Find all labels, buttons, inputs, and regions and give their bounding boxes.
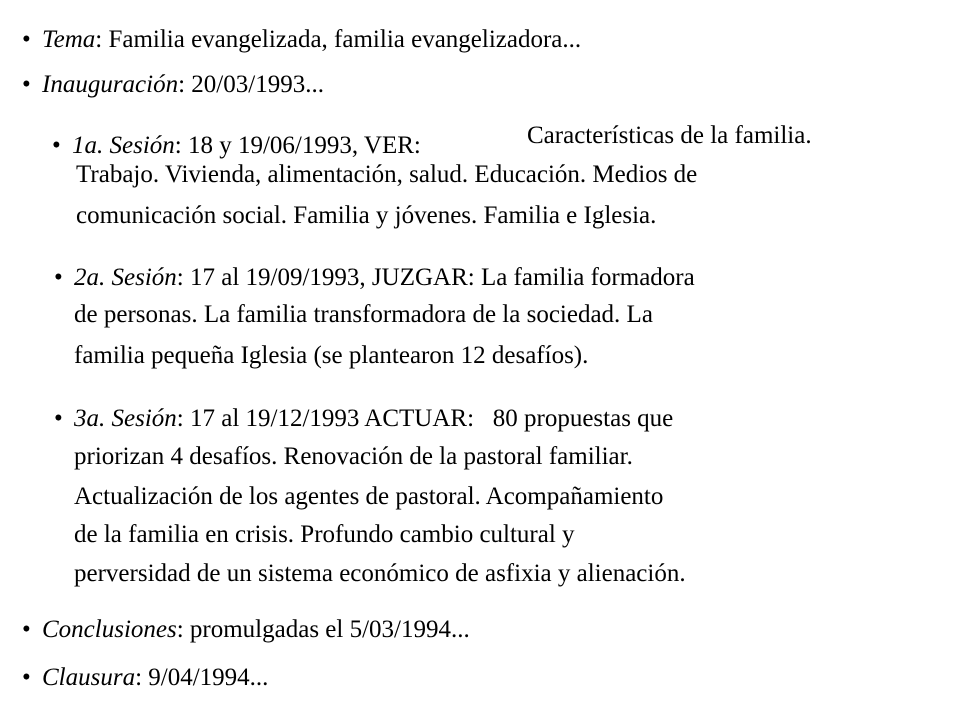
bullet-icon: • bbox=[22, 664, 31, 691]
conclusiones-item bbox=[22, 617, 470, 642]
sesion2-label: 2a. Sesión bbox=[74, 264, 177, 291]
clausura-item bbox=[22, 665, 268, 690]
inauguracion-item bbox=[22, 72, 324, 97]
bullet-icon: • bbox=[22, 71, 31, 98]
sesion3-text: : 17 al 19/12/1993 ACTUAR: 80 propuestas que bbox=[176, 405, 674, 432]
sesion1-item bbox=[52, 133, 421, 158]
sesion2-text: : 17 al 19/09/1993, JUZGAR: La familia formadora bbox=[176, 264, 695, 291]
sesion1-label: 1a. Sesión bbox=[72, 132, 175, 159]
tema-label: Tema bbox=[42, 26, 96, 53]
inauguracion-label: Inauguración bbox=[42, 71, 179, 98]
sesion3-line-3: de la familia en crisis. Profundo cambio cultural y bbox=[74, 521, 575, 548]
clausura-label: Clausura bbox=[42, 664, 136, 691]
sesion2-item bbox=[54, 265, 695, 290]
sesion3-line-4: perversidad de un sistema económico de asfixia y alienación. bbox=[74, 560, 686, 587]
bullet-icon: • bbox=[22, 26, 31, 53]
bullet-icon: • bbox=[52, 132, 61, 159]
clausura-text: : 9/04/1994... bbox=[135, 664, 269, 691]
sesion2-line-1: de personas. La familia transformadora de la sociedad. La bbox=[74, 301, 653, 328]
tema-item bbox=[22, 27, 581, 52]
sesion1-text: : 18 y 19/06/1993, VER: bbox=[174, 132, 421, 159]
sesion3-line-1: priorizan 4 desafíos. Renovación de la pastoral familiar. bbox=[74, 443, 633, 470]
conclusiones-label: Conclusiones bbox=[42, 616, 177, 643]
sesion3-label: 3a. Sesión bbox=[74, 405, 177, 432]
inauguracion-text: : 20/03/1993... bbox=[178, 71, 324, 98]
sesion1-line-1: Trabajo. Vivienda, alimentación, salud. Educación. Medios de bbox=[76, 161, 698, 188]
tema-text: : Familia evangelizada, familia evangelizadora... bbox=[95, 26, 582, 53]
bullet-icon: • bbox=[22, 616, 31, 643]
bullet-icon: • bbox=[54, 264, 63, 291]
conclusiones-text: : promulgadas el 5/03/1994... bbox=[176, 616, 470, 643]
sesion3-item bbox=[54, 406, 673, 431]
sesion1-line-2: comunicación social. Familia y jóvenes. Familia e Iglesia. bbox=[76, 202, 657, 229]
bullet-icon: • bbox=[54, 405, 63, 432]
sesion2-line-2: familia pequeña Iglesia (se plantearon 12 desafíos). bbox=[74, 342, 589, 369]
sesion3-line-2: Actualización de los agentes de pastoral. Acompañamiento bbox=[74, 483, 664, 510]
sesion1-continuation: Características de la familia. bbox=[527, 122, 812, 149]
